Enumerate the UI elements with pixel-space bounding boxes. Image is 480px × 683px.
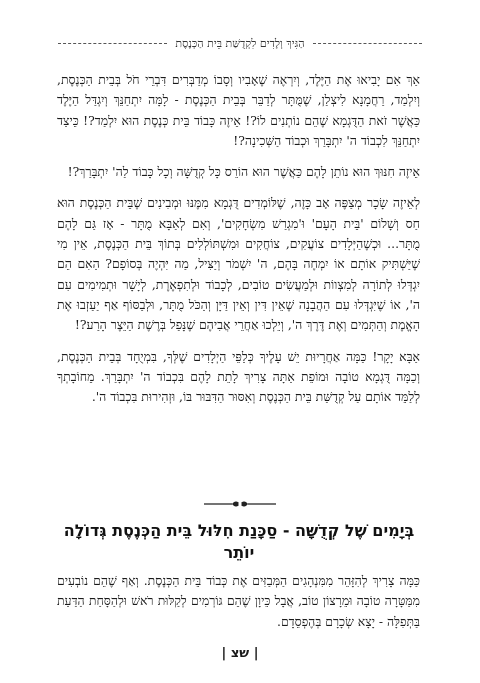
header-rule-right — [313, 43, 422, 44]
ornament-divider — [202, 498, 278, 510]
running-header-text: הַגִּיךְ וְלָדִים לִקְדֻשַּׁת בֵּית הַכְּנֶסֶת — [175, 37, 305, 50]
main-text — [57, 70, 420, 418]
paragraph: אַבָּא יָקָר! כַּמָּה אַחֲרָיוּת יֵשׁ עָלֶיךָ כְּלַפֵּי הַיְלָדִים שֶׁלְּךָ, בִּמְיֻחָד בְּבֵית הַכְּנֶסֶת, וְכַמָּה דֻּגְמָא טוֹבָה וּמוֹפֵת אַתָּה צָרִיךְ לָתֵת לָהֶם בִּכְבוֹד ה' יִתְבָּרַךְ. מֵחוֹבָתְךָ לְלַמֵּד אוֹתָם עַל קְדֻשַּׁת בֵּית הַכְּנֶסֶת וְאִסּוּר הַדִּבּוּר בּוֹ, וּזְהִירוּת בִּכְבוֹד ה'. — [57, 348, 420, 405]
paragraph: לְאֵיזֶה שָׂכָר מְצַפֶּה אָב כָּזֶה, שֶׁלּוֹמְדִים דֻּגְמָא מִמֶּנּוּ וּמְבִינִים שֶׁבֵּית הַכְּנֶסֶת הוּא חַס וְשָׁלוֹם 'בֵּית הָעָם' וּ'מִגְרַשׁ מִשְׂחָקִים', וְאִם לְאַבָּא מֻתָּר - אָז גַּם לָהֶם מֻתָּר... וּכְשֶׁהַיְּלָדִים צוֹעֲקִים, צוֹחֲקִים וּמִשְׁתּוֹלְלִים בְּתוֹךְ בֵּית הַכְּנֶסֶת, אֵין מִי שֶׁיַּשְׁתִּיק אוֹתָם אוֹ יִמְחֶה בָּהֶם, ה' יִשְׁמֹר וְיַצִּיל, מַה יִּהְיֶה בְּסוֹפָם? הַאִם הֵם יִגְדְּלוּ לְתוֹרָה לְמִצְווֹת וּלְמַעֲשִׂים טוֹבִים, לְכָבוֹד וּלְתִפְאֶרֶת, לְיָשָׁר וּתְמִימִים עִם ה', אוֹ שֶׁיִּגְדְּלוּ עִם הַהֲבָנָה שֶׁאֵין דִּין וְאֵין דַּיָּן וְהַכֹּל מֻתָּר, וּלְבַסּוֹף אַף יַעַזְבוּ אֶת הָאֱמֶת וְהַתְּמִים וְאֶת דֶּרֶךְ ה', וְיֵלְכוּ אַחֲרֵי אֲבִיהֶם שֶׁנָּפַל בְּרֶשֶׁת הַיֵּצֶר הָרַע?! — [57, 195, 420, 333]
paragraph: אֵיזֶה חִנּוּךְ הוּא נוֹתֵן לָהֶם כַּאֲשֶׁר הוּא הוֹרֵס כָּל קְדֻשָּׁה וְכָל כָּבוֹד לַה' יִתְבָּרַךְ?! — [67, 164, 420, 180]
header-rule-left — [58, 43, 167, 44]
page-number: | שצ | — [221, 646, 259, 661]
running-header — [58, 37, 422, 50]
section-title: בְּיָמִים שֶׁל קְדֻשָּׁה - סַכָּנַת חִלּוּל בֵּית הַכְּנֶסֶת גְּדוֹלָה יוֹתֵר — [63, 521, 415, 562]
paragraph: אַךְ אִם יָבִיאוּ אֶת הַיֶּלֶד, וְיִרְאֶה שֶׁאָבִיו וְסָבוֹ מְדַבְּרִים דִּבְרֵי חֹל בְּבֵית הַכְּנֶסֶת, וְיִלְמַד, רַחֲמָנָא לִיצְלַן, שֶׁמֻּתָּר לְדַבֵּר בְּבֵית הַכְּנֶסֶת - לָמָּה יִתְחַנֵּךְ וְיִגְדַּל הַיֶּלֶד כַּאֲשֶׁר זֹאת הַדֻּגְמָא שֶׁהֵם נוֹתְנִים לוֹ?! אֵיזֶה כָּבוֹד בֵּית כְּנֶסֶת הוּא יִלְמַד?! כֵּיצַד יִתְחַנֵּךְ לִכְבוֹד ה' יִתְבָּרַךְ וּכְבוֹד הַשְּׁכִינָה?! — [57, 72, 420, 148]
section-text — [57, 571, 420, 632]
paragraph: כַּמָּה צָרִיךְ לְהִזָּהֵר מִמִּנְהָגִים הַמְּבַזִּים אֶת כְּבוֹד בֵּית הַכְּנֶסֶת. וְאַף שֶׁהֵם נוֹבְעִים מִמַּטָּרָה טוֹבָה וּמֵרָצוֹן טוֹב, אֲבָל כֵּיוָן שֶׁהֵם גּוֹרְמִים לְקַלּוּת רֹאשׁ וּלְהַסָּחַת הַדַּעַת בַּתְּפִלָּה - יָצָא שְׂכָרָם בְּהֶפְסֵדָם. — [57, 573, 420, 629]
